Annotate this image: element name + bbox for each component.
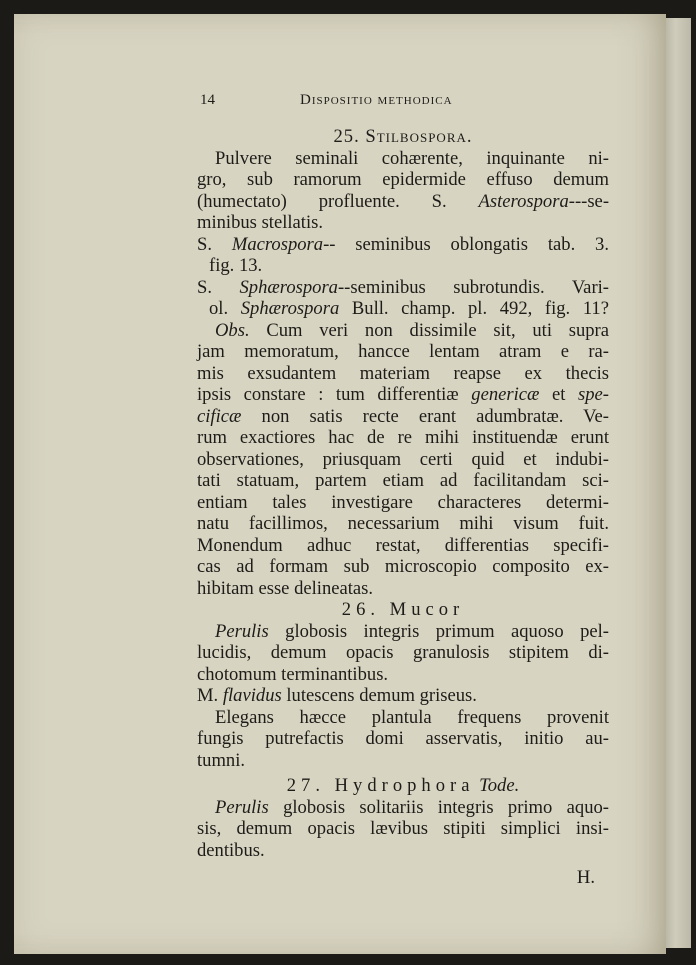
text-line: dentibus. xyxy=(197,839,265,861)
species-flavidus: M. flavidus lutescens demum griseus. xyxy=(197,685,477,706)
running-header xyxy=(200,92,610,114)
text-line: chotomum terminantibus. xyxy=(197,663,389,685)
section-heading-27: 27. Hydrophora Tode. xyxy=(286,775,520,796)
species-sphaerospora: S. Sphærospora--seminibus subrotundis. Vari- xyxy=(197,276,609,298)
species-macrospora: S. Macrospora-- seminibus oblongatis tab. 3. xyxy=(197,233,609,255)
text-line: Perulis globosis solitariis integris primo aquo- xyxy=(215,796,609,818)
text-line: tati statuam, partem etiam ad facilitandam sci- xyxy=(197,470,609,491)
catchword: H. xyxy=(576,867,595,888)
text-line: gro, sub ramorum epidermide effuso demum xyxy=(197,169,609,190)
page-body xyxy=(197,126,609,889)
section-heading-26: 26. Mucor xyxy=(341,599,465,620)
text-line: tumni. xyxy=(197,749,246,771)
text-line: natu facillimos, necessarium mihi visum fuit. xyxy=(197,513,609,534)
page-number: 14 xyxy=(200,92,215,108)
text-line: observationes, priusquam certi quid et indubi- xyxy=(197,448,609,470)
text-line: jam memoratum, hancce lentam atram e ra- xyxy=(197,341,609,362)
text-line: Monendum adhuc restat, differentias specifi- xyxy=(197,534,609,556)
running-title: Dispositio methodica xyxy=(300,92,453,108)
observation-line: Obs. Cum veri non dissimile sit, uti supra xyxy=(215,319,609,341)
text-line: hibitam esse delineatas. xyxy=(197,577,374,599)
text-line: cas ad formam sub microscopio composito ex- xyxy=(197,556,609,577)
text-line: cificæ non satis recte erant adumbratæ. Ve- xyxy=(197,405,609,427)
text-line: minibus stellatis. xyxy=(197,212,324,233)
text-line: entiam tales investigare characteres determi- xyxy=(197,491,609,513)
next-page-edge xyxy=(664,18,691,948)
text-line: Pulvere seminali cohærente, inquinante ni- xyxy=(215,147,609,169)
text-line: mis exsudantem materiam reapse ex thecis xyxy=(197,362,609,384)
text-line: sis, demum opacis lævibus stipiti simplici insi- xyxy=(197,818,609,839)
text-line: rum exactiores hac de re mihi instituendæ erunt xyxy=(197,427,609,448)
text-line: ipsis constare : tum differentiæ genericæ et spe- xyxy=(197,384,609,405)
text-line: Elegans hæcce plantula frequens provenit xyxy=(215,706,609,728)
text-line: (humectato) profluente. S. Asterospora---se- xyxy=(197,190,610,212)
section-heading-25: 25. Stilbospora. xyxy=(333,126,473,147)
text-line: Perulis globosis integris primum aquoso pel- xyxy=(215,620,609,642)
text-line: fungis putrefactis domi asservatis, initio au- xyxy=(197,728,609,749)
text-line: ol. Sphærospora Bull. champ. pl. 492, fig. 11? xyxy=(209,298,609,319)
text-line: fig. 13. xyxy=(209,255,263,276)
text-line: lucidis, demum opacis granulosis stipitem di- xyxy=(197,642,609,663)
